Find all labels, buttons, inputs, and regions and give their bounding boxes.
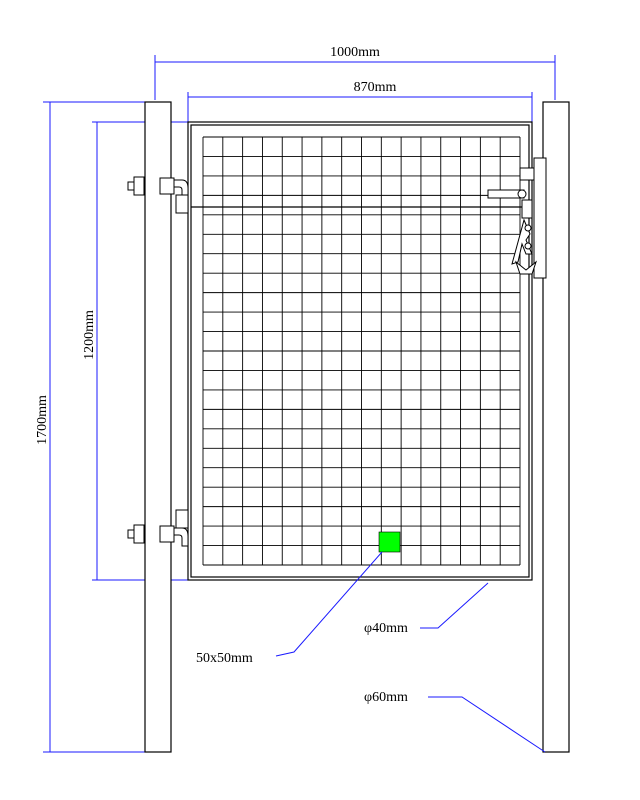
mesh-cell-highlight — [379, 532, 400, 552]
post-height-dimension — [35, 102, 145, 752]
overall-width-label: 1000mm — [330, 45, 380, 60]
mesh-size-label: 50x50mm — [196, 651, 253, 666]
gate-width-label: 870mm — [353, 80, 397, 95]
wire-mesh — [203, 137, 520, 565]
mesh-size-callout — [196, 552, 382, 666]
post-tube-callout — [364, 690, 545, 752]
frame-tube-callout — [364, 583, 488, 636]
gate-height-label: 1200mm — [82, 310, 97, 360]
gate-width-dimension — [188, 80, 532, 122]
post-tube-label: φ60mm — [364, 690, 408, 705]
post-height-label: 1700mm — [35, 395, 50, 445]
right-post — [543, 102, 569, 752]
left-post — [145, 102, 171, 752]
frame-tube-label: φ40mm — [364, 621, 408, 636]
